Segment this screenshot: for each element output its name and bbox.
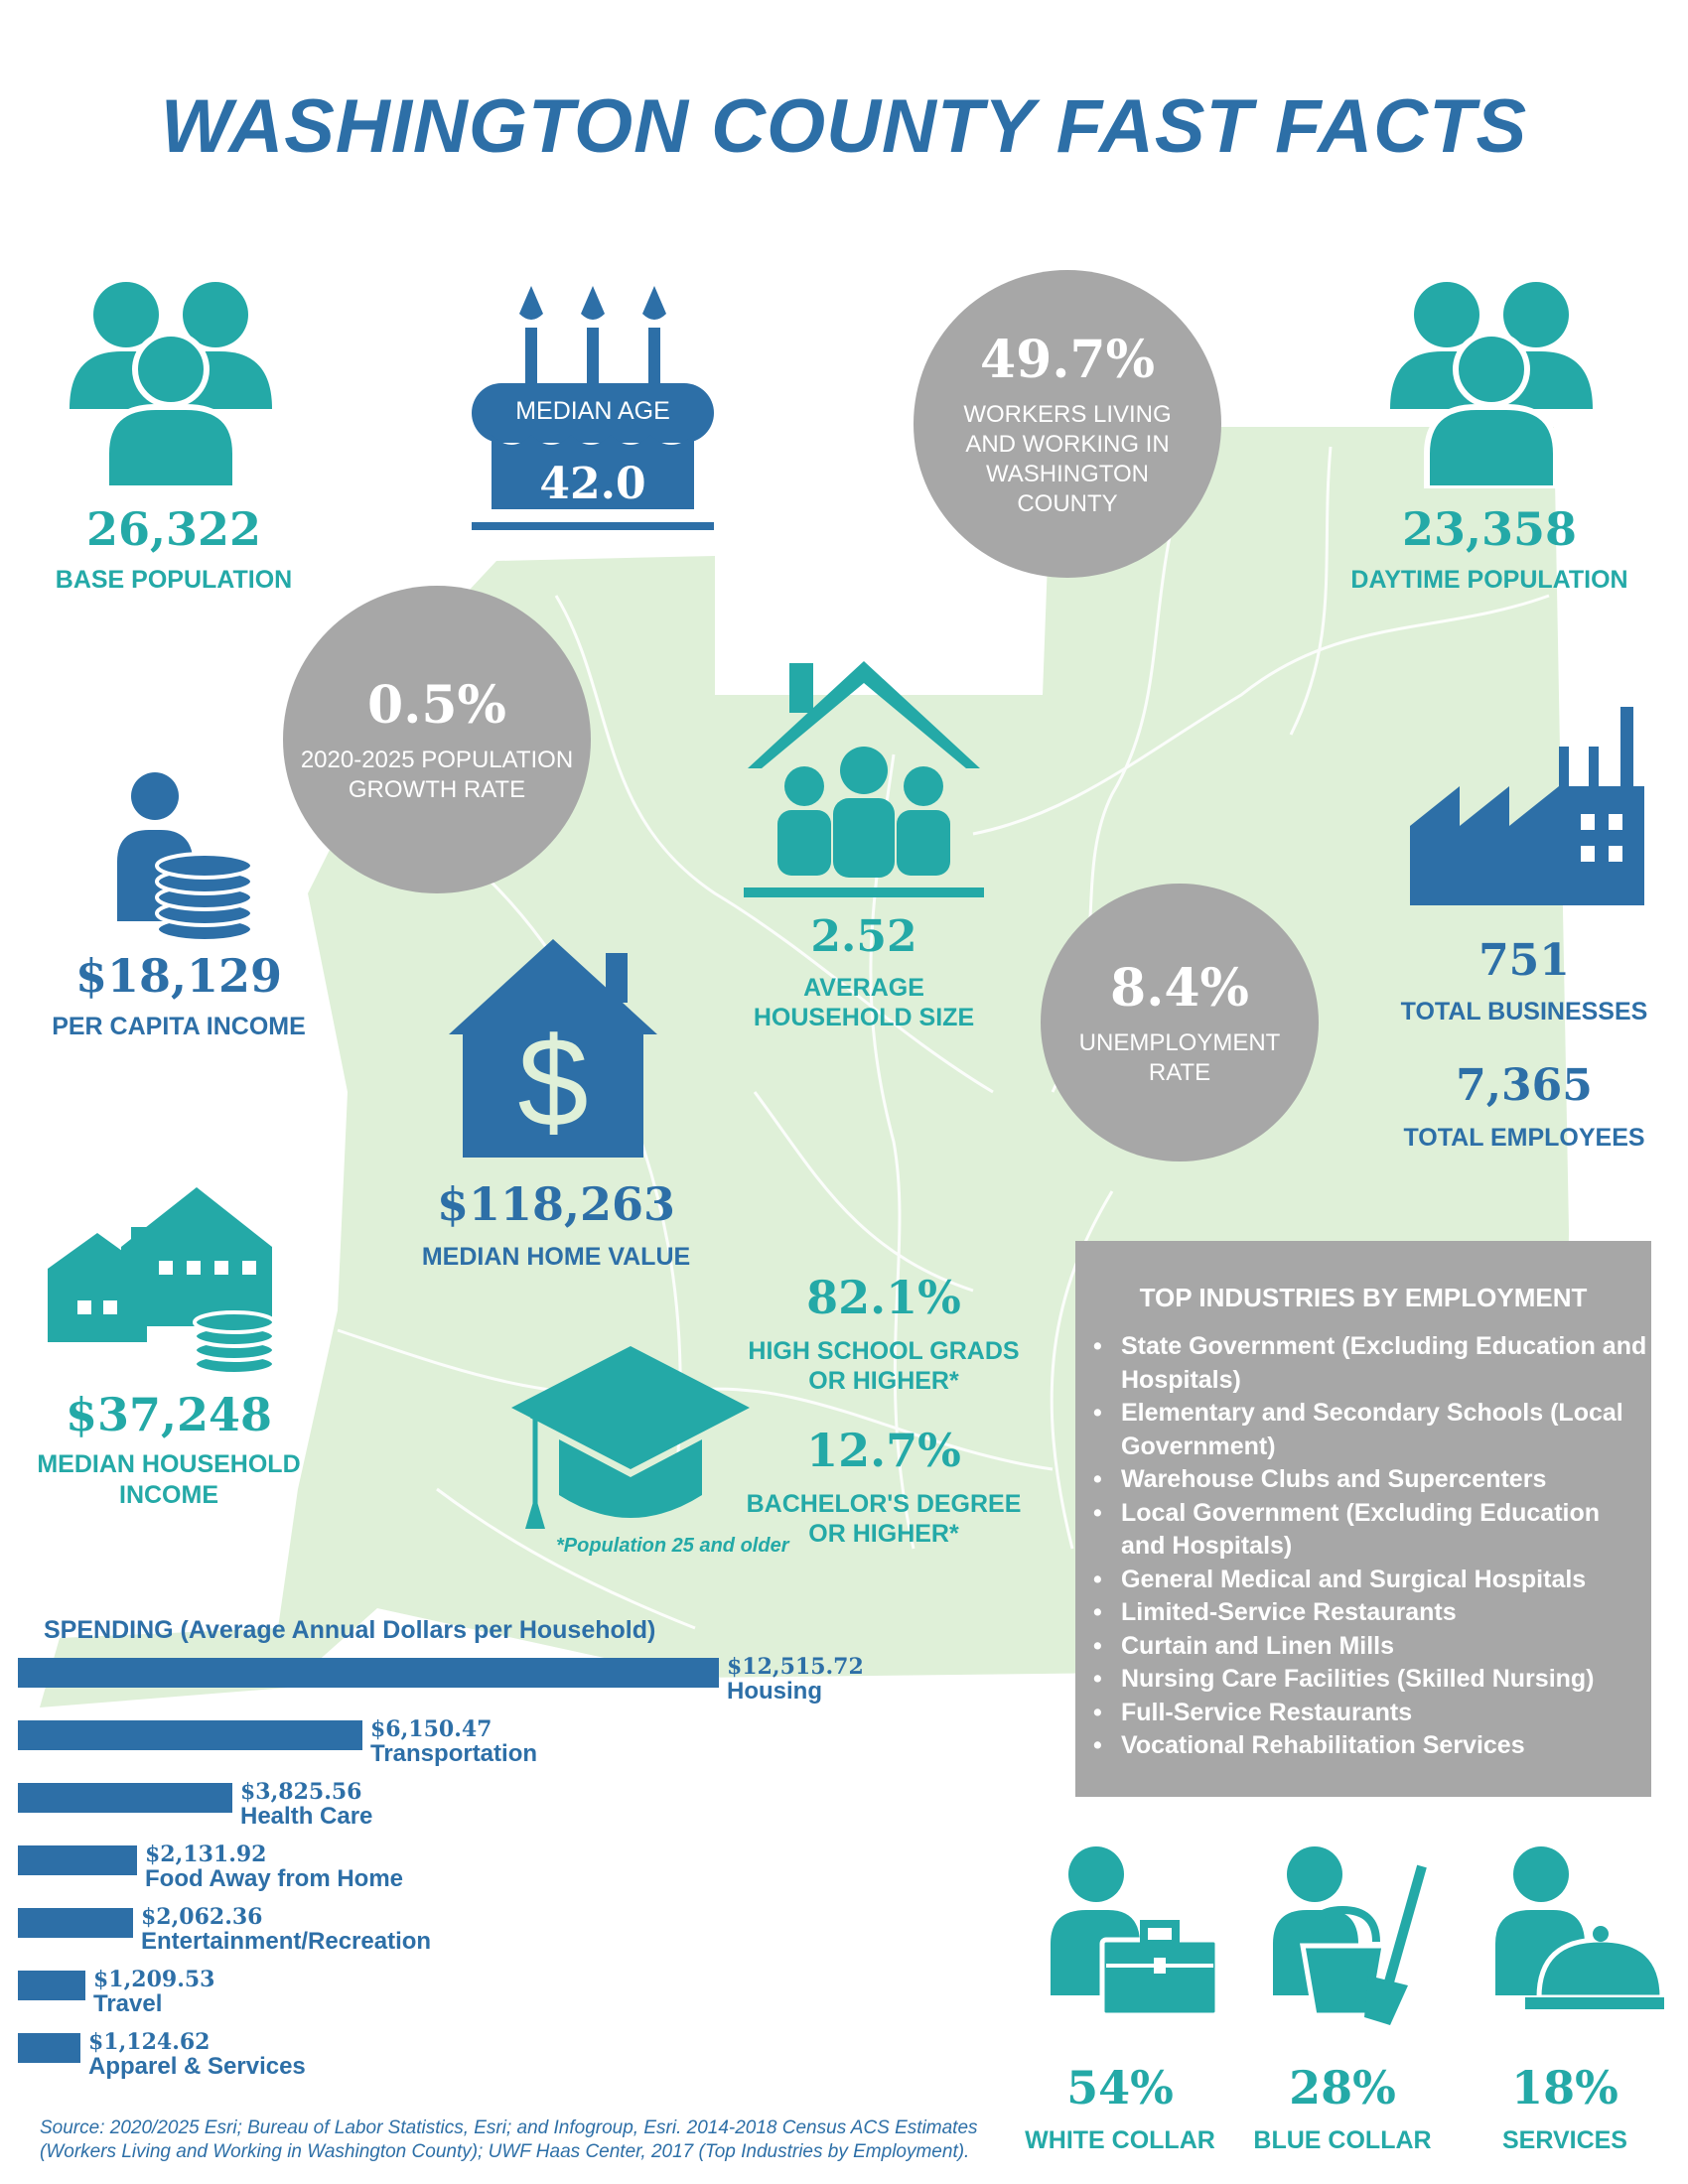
spending-title: SPENDING (Average Annual Dollars per Household): [44, 1616, 656, 1644]
spending-bar-value: $6,150.47: [370, 1716, 492, 1742]
svg-text:$: $: [517, 1012, 589, 1154]
growth-rate-label: 2020-2025 POPULATION GROWTH RATE: [300, 746, 574, 803]
list-item: • Nursing Care Facilities (Skilled Nursing): [1093, 1663, 1649, 1697]
house-coins-icon: [48, 1187, 276, 1376]
median-household-income-value: $37,248: [65, 1388, 273, 1441]
source-note: Source: 2020/2025 Esri; Bureau of Labor Statistics, Esri; and Infogroup, Esri. 2014-2018 Census ACS Estimates (Workers Living and Working in Washington County); UWF Haas Center, 2017 (Top Industries by Employment).: [40, 2117, 978, 2162]
list-item: • State Government (Excluding Education and Hospitals): [1093, 1330, 1649, 1397]
growth-rate-circle: [283, 586, 591, 893]
household-size-label: AVERAGE HOUSEHOLD SIZE: [753, 974, 975, 1031]
spending-bar-value: $12,515.72: [727, 1654, 864, 1680]
spending-bar-value: $2,062.36: [141, 1904, 263, 1930]
high-school-label: HIGH SCHOOL GRADS OR HIGHER*: [748, 1337, 1020, 1395]
spending-bar-label: Entertainment/Recreation: [141, 1928, 432, 1955]
top-industries-title: TOP INDUSTRIES BY EMPLOYMENT: [1139, 1283, 1588, 1312]
graduation-cap-icon: [511, 1346, 750, 1555]
median-home-value-value: $118,263: [436, 1177, 676, 1231]
spending-bar-label: Travel: [93, 1990, 163, 2017]
workers-living-value: 49.7%: [979, 329, 1156, 390]
list-item: • Full-Service Restaurants: [1093, 1697, 1649, 1730]
spending-bar-value: $2,131.92: [145, 1842, 267, 1867]
workers-living-circle: [914, 270, 1221, 578]
median-age-value: 42.0: [539, 459, 646, 509]
median-home-value-label: MEDIAN HOME VALUE: [421, 1243, 691, 1271]
factory-icon: [1410, 707, 1648, 905]
white-collar-value: 54%: [1066, 2061, 1174, 2115]
spending-bar-value: $1,209.53: [93, 1967, 215, 1992]
list-item: • Elementary and Secondary Schools (Local Government): [1093, 1397, 1649, 1463]
bachelors-label: BACHELOR'S DEGREE OR HIGHER*: [746, 1490, 1022, 1548]
person-coins-icon: [117, 772, 256, 941]
total-employees-label: TOTAL EMPLOYEES: [1403, 1124, 1645, 1152]
people-icon: [62, 280, 280, 488]
list-item: • Warehouse Clubs and Supercenters: [1093, 1463, 1649, 1497]
education-note: *Population 25 and older: [556, 1535, 789, 1557]
spending-bar-label: Health Care: [240, 1803, 373, 1830]
daytime-population-label: DAYTIME POPULATION: [1350, 566, 1628, 594]
spending-bar-value: $1,124.62: [88, 2029, 211, 2055]
top-industries-panel: [1075, 1241, 1651, 1797]
house-family-icon: [740, 653, 988, 901]
list-item: • Vocational Rehabilitation Services: [1093, 1729, 1649, 1763]
blue-collar-label: BLUE COLLAR: [1253, 2126, 1432, 2154]
daytime-population-value: 23,358: [1401, 502, 1578, 556]
spending-bar-value: $3,825.56: [240, 1779, 362, 1805]
white-collar-label: WHITE COLLAR: [1025, 2126, 1215, 2154]
household-size-value: 2.52: [810, 911, 917, 962]
list-item: • Limited-Service Restaurants: [1093, 1596, 1649, 1630]
median-age-label: MEDIAN AGE: [515, 397, 670, 425]
unemployment-label: UNEMPLOYMENT RATE: [1078, 1028, 1281, 1086]
top-industries-list: [1093, 1330, 1649, 1763]
spending-bar-label: Transportation: [370, 1740, 538, 1767]
person-bucket-mop-icon: [1273, 1846, 1442, 2025]
unemployment-value: 8.4%: [1110, 957, 1249, 1019]
high-school-value: 82.1%: [806, 1271, 961, 1324]
total-employees-value: 7,365: [1456, 1060, 1593, 1111]
spending-bar-label: Housing: [727, 1678, 822, 1705]
growth-rate-value: 0.5%: [367, 674, 506, 736]
person-briefcase-icon: [1051, 1846, 1219, 2015]
house-dollar-icon: [449, 939, 657, 1158]
page-title: WASHINGTON COUNTY FAST FACTS: [160, 84, 1528, 169]
bachelors-value: 12.7%: [806, 1424, 961, 1477]
services-value: 18%: [1511, 2061, 1618, 2115]
spending-bar-label: Food Away from Home: [145, 1865, 404, 1892]
person-cloche-icon: [1495, 1846, 1664, 2015]
base-population-label: BASE POPULATION: [55, 566, 293, 594]
services-label: SERVICES: [1502, 2126, 1627, 2154]
people-icon: [1382, 280, 1601, 488]
per-capita-income-value: $18,129: [74, 949, 283, 1003]
list-item: • Local Government (Excluding Education and Hospitals): [1093, 1497, 1649, 1564]
spending-bar-label: Apparel & Services: [88, 2053, 306, 2080]
unemployment-circle: [1041, 884, 1319, 1161]
base-population-value: 26,322: [85, 502, 262, 556]
blue-collar-value: 28%: [1289, 2061, 1396, 2115]
list-item: • General Medical and Surgical Hospitals: [1093, 1564, 1649, 1597]
total-businesses-value: 751: [1478, 935, 1570, 986]
list-item: • Curtain and Linen Mills: [1093, 1630, 1649, 1664]
workers-living-label: WORKERS LIVING AND WORKING IN WASHINGTON COUNTY: [963, 400, 1172, 517]
per-capita-income-label: PER CAPITA INCOME: [52, 1013, 306, 1040]
median-household-income-label: MEDIAN HOUSEHOLD INCOME: [37, 1450, 301, 1509]
total-businesses-label: TOTAL BUSINESSES: [1400, 998, 1648, 1025]
